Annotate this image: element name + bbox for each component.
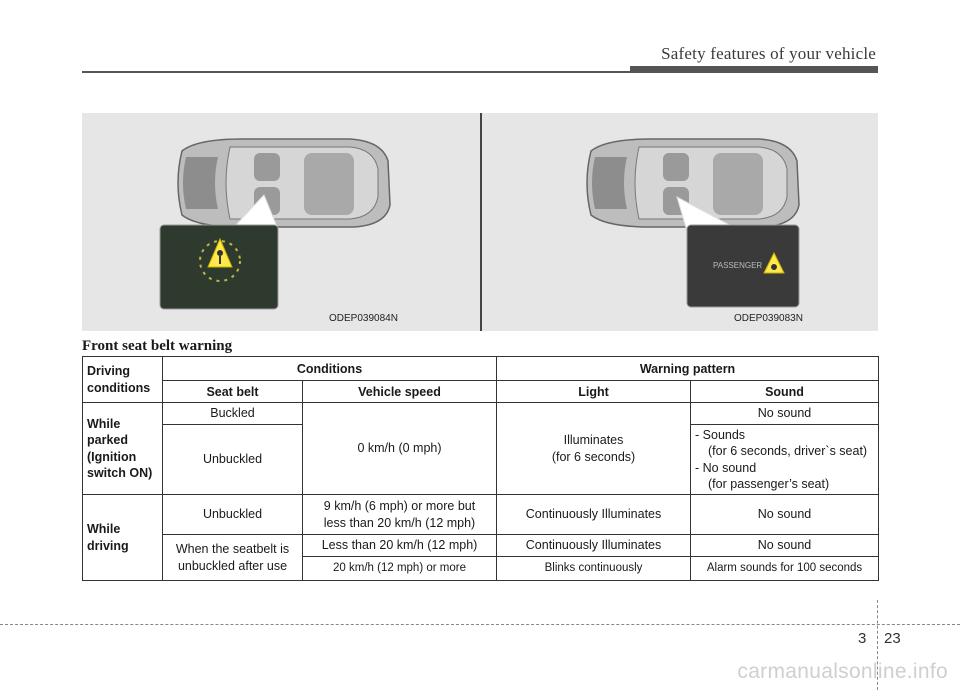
row-while-parked: While parked (Ignition switch ON) [83, 403, 163, 495]
section-title: Safety features of your vehicle [661, 44, 876, 63]
cell-unbuckled: Unbuckled [163, 425, 303, 495]
passenger-label: PASSENGER [713, 261, 763, 270]
cell-buckled: Buckled [163, 403, 303, 425]
driving-speed-line-2: less than 20 km/h (12 mph) [323, 515, 476, 530]
driving-speed-line-1: 9 km/h (6 mph) or more but [323, 499, 476, 514]
after-use-line-2: unbuckled after use [177, 558, 288, 573]
cell-driving-sound-2: No sound [691, 535, 879, 557]
header-vehicle-speed: Vehicle speed [303, 381, 497, 403]
chapter-number: 3 [858, 630, 867, 647]
cell-unbuckled-sound [691, 425, 879, 495]
cell-driving-light-1: Continuously Illuminates [497, 495, 691, 535]
cell-parked-speed: 0 km/h (0 mph) [303, 403, 497, 495]
parked-light-line-2: (for 6 seconds) [551, 449, 636, 464]
cell-unbuckled-after-use [163, 535, 303, 581]
cell-driving-sound-1: No sound [691, 495, 879, 535]
seat-belt-warning-table [82, 356, 879, 581]
footer-rule [0, 624, 960, 625]
sound-line-1: - Sounds [695, 428, 746, 442]
watermark: carmanualsonline.info [737, 660, 948, 683]
page-number: 23 [884, 630, 901, 647]
header-light: Light [497, 381, 691, 403]
cell-driving-light-2: Continuously Illuminates [497, 535, 691, 557]
sound-line-3: - No sound [695, 460, 757, 475]
cell-buckled-sound: No sound [691, 403, 879, 425]
header-rule-accent [630, 66, 878, 72]
right-car-illustration [481, 113, 878, 331]
parked-light-line-1: Illuminates [563, 433, 624, 448]
after-use-line-1: When the seatbelt is [175, 542, 290, 557]
cell-parked-light [497, 403, 691, 495]
cell-driving-unbuckled: Unbuckled [163, 495, 303, 535]
cell-driving-speed-1 [303, 495, 497, 535]
car-top-view-left [178, 139, 390, 227]
cell-driving-speed-3: 20 km/h (12 mph) or more [303, 557, 497, 581]
header-warning-pattern: Warning pattern [497, 357, 879, 381]
header-sound: Sound [691, 381, 879, 403]
sound-line-2: (for 6 seconds, driver`s seat) [708, 444, 868, 459]
cell-driving-sound-3: Alarm sounds for 100 seconds [691, 557, 879, 581]
left-car-illustration [82, 113, 480, 331]
subheading: Front seat belt warning [82, 338, 233, 354]
figure-code-left: ODEP039084N [329, 313, 398, 324]
row-while-driving: While driving [83, 495, 163, 581]
header-seat-belt: Seat belt [163, 381, 303, 403]
cell-driving-speed-2: Less than 20 km/h (12 mph) [303, 535, 497, 557]
header-driving-conditions: Driving conditions [83, 357, 163, 403]
header-conditions: Conditions [163, 357, 497, 381]
sound-line-4: (for passenger’s seat) [708, 476, 830, 491]
cell-driving-light-3: Blinks continuously [497, 557, 691, 581]
figure-code-right: ODEP039083N [734, 313, 803, 324]
